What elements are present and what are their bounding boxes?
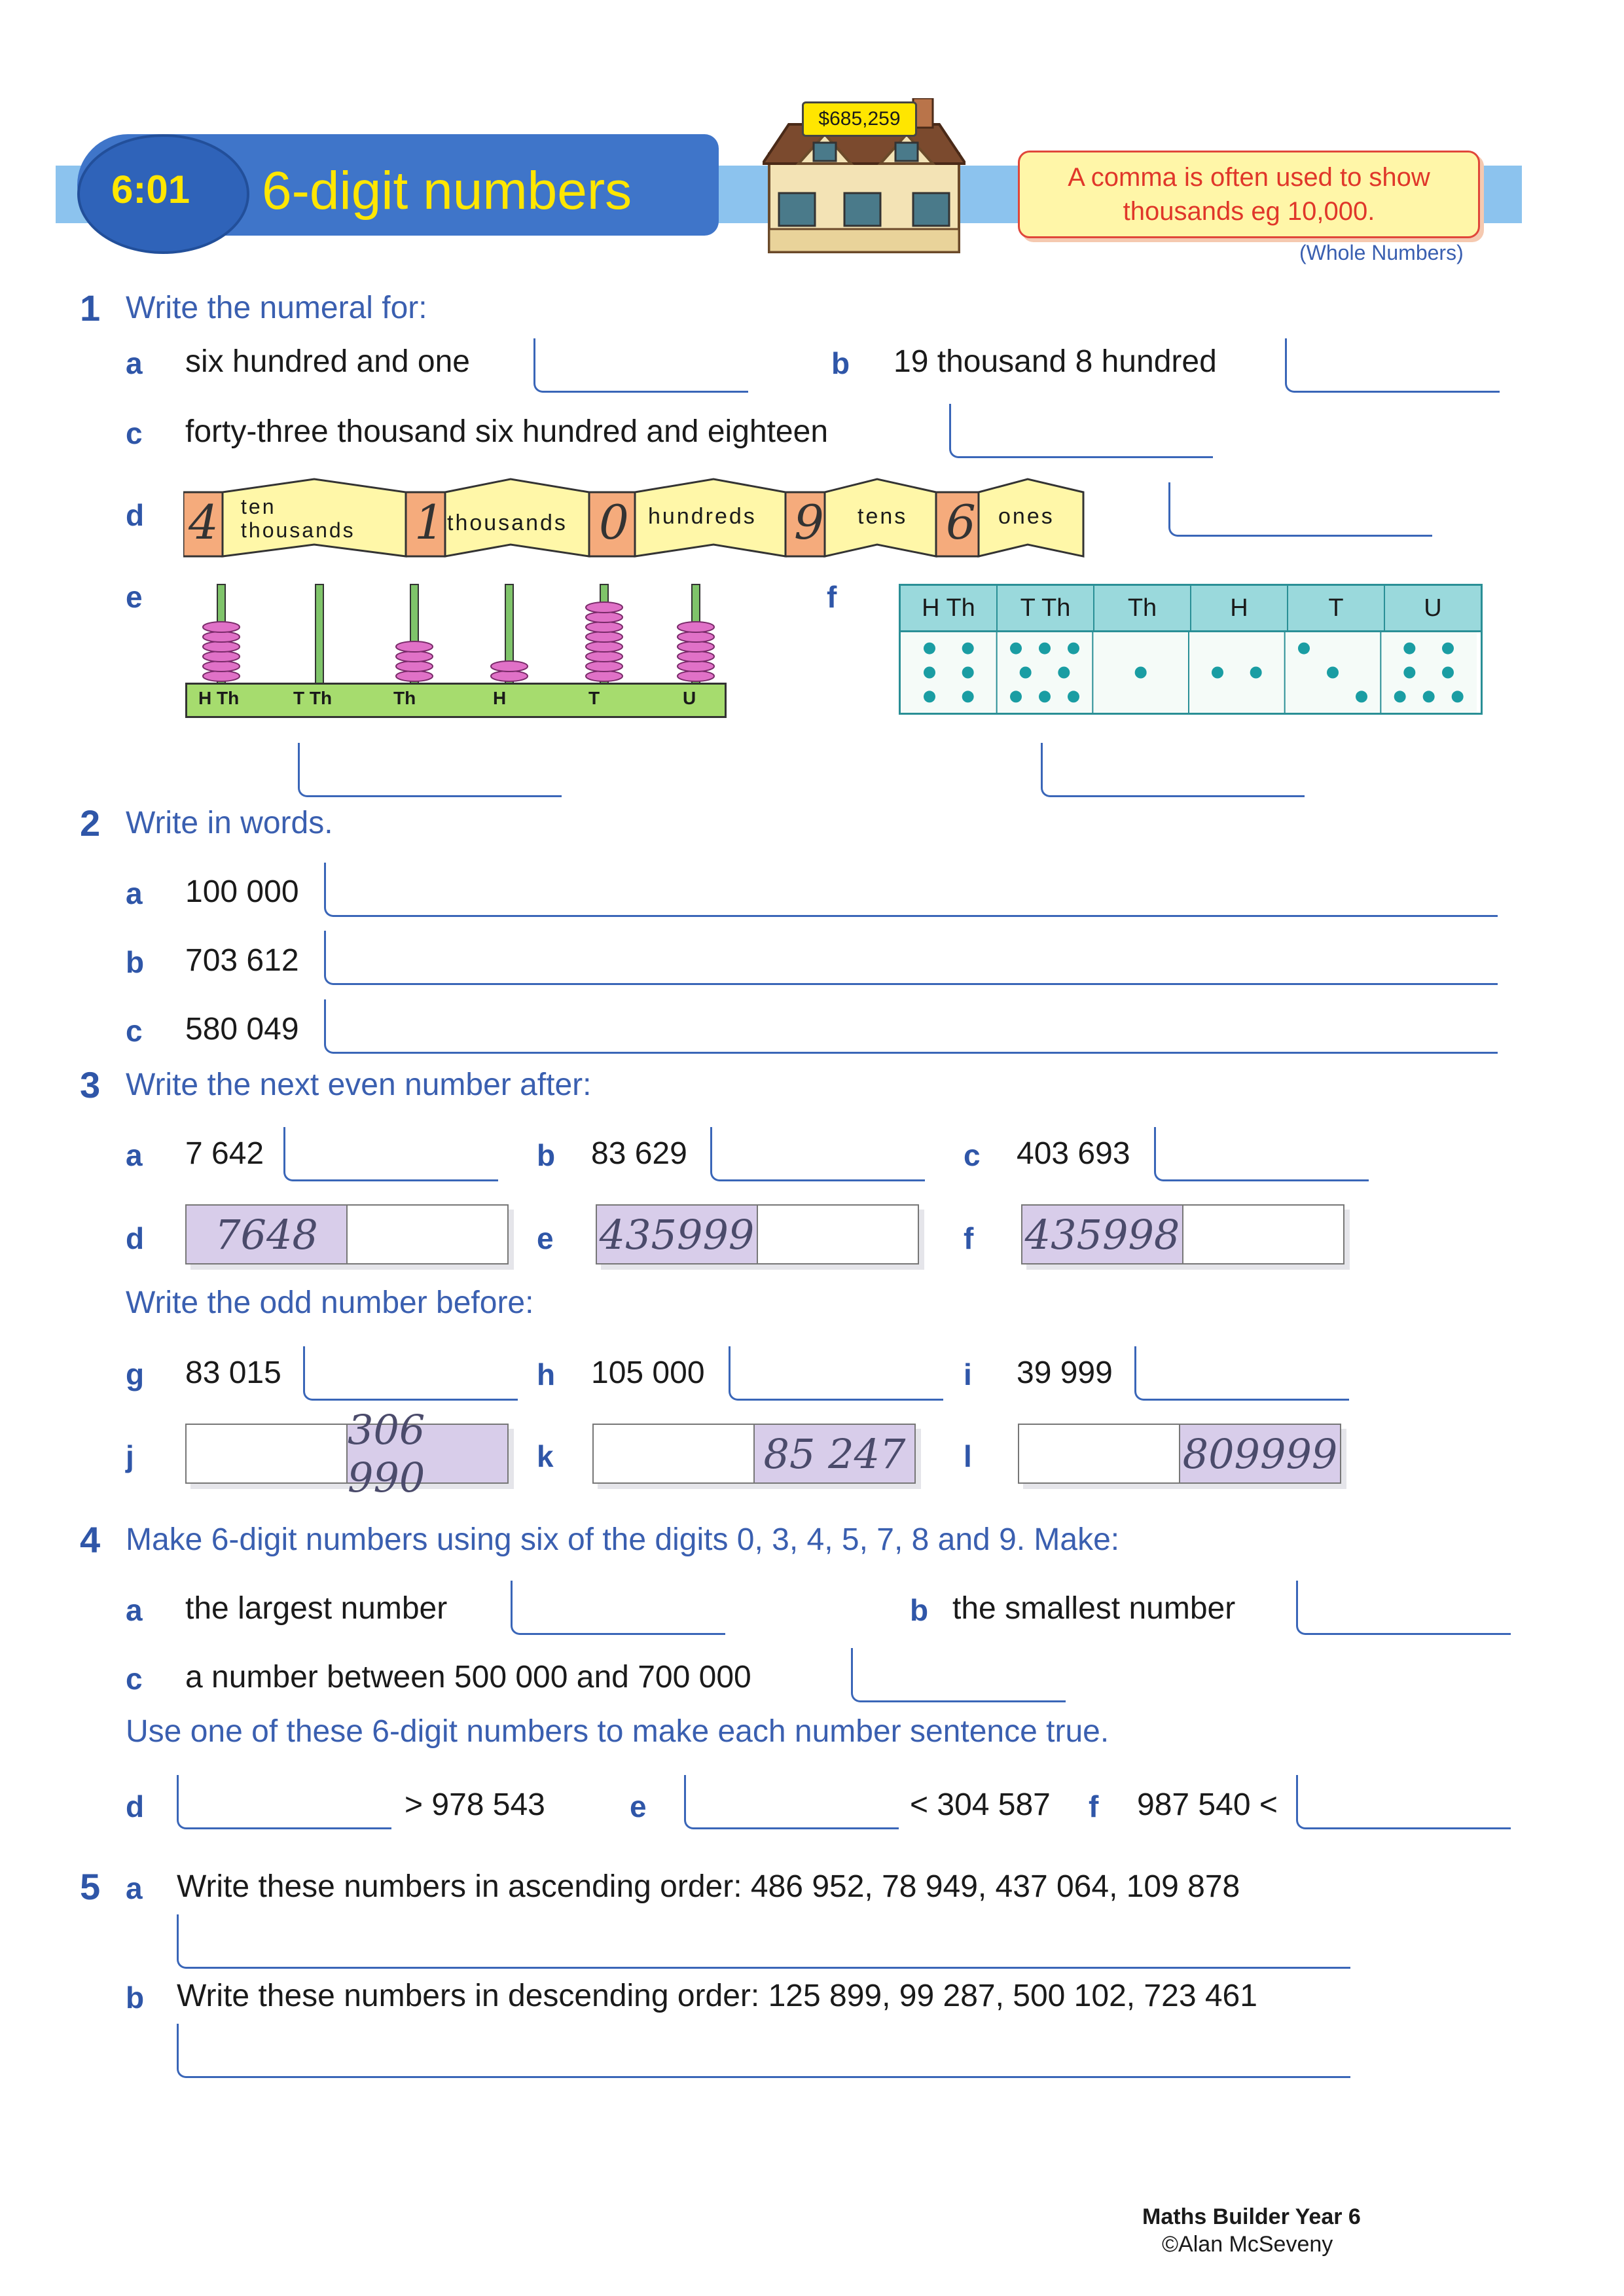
- q4b-label: b: [910, 1593, 929, 1627]
- q3i-answer[interactable]: [1134, 1346, 1349, 1401]
- q1f-answer[interactable]: [1041, 743, 1305, 797]
- abacus-bead: [203, 661, 240, 672]
- q4d-answer[interactable]: [177, 1775, 391, 1829]
- dot-table-dot: [924, 643, 935, 655]
- q3j-given: 306 990: [346, 1425, 507, 1482]
- q3c-label: c: [964, 1138, 981, 1172]
- abacus-bead: [203, 622, 240, 632]
- q3h-label: h: [537, 1357, 556, 1391]
- abacus-bead: [203, 651, 240, 662]
- question-4-instruction: Make 6-digit numbers using six of the digits 0, 3, 4, 5, 7, 8 and 9. Make:: [126, 1522, 1120, 1557]
- dot-table-dot: [1442, 667, 1454, 679]
- q1a-answer[interactable]: [533, 338, 748, 393]
- abacus-bead: [203, 641, 240, 652]
- abacus-col-6: U: [683, 688, 696, 708]
- dot-table-dot: [1058, 667, 1070, 679]
- q3a-answer[interactable]: [283, 1127, 498, 1181]
- pv-digit-4: 9: [794, 495, 824, 550]
- abacus-bead: [396, 661, 433, 672]
- q2c-answer[interactable]: [324, 999, 1498, 1054]
- abacus-bead: [677, 632, 714, 642]
- dot-table-dot: [1020, 667, 1032, 679]
- abacus-col-1: H Th: [198, 688, 240, 708]
- q3k-answer[interactable]: [594, 1425, 753, 1482]
- abacus-bead: [677, 641, 714, 652]
- dot-table-dot: [924, 667, 935, 679]
- pv-place-2: thousands: [447, 511, 568, 535]
- q4b-answer[interactable]: [1296, 1581, 1511, 1635]
- q1a-text: six hundred and one: [185, 344, 470, 379]
- price-tag: $685,259: [802, 101, 917, 137]
- q1d-label: d: [126, 498, 145, 532]
- question-1-number: 1: [80, 287, 101, 329]
- abacus-bead: [586, 671, 623, 681]
- q3i-value: 39 999: [1017, 1355, 1113, 1390]
- q4b-text: the smallest number: [952, 1591, 1236, 1626]
- q3c-value: 403 693: [1017, 1136, 1130, 1171]
- q4c-answer[interactable]: [851, 1648, 1066, 1702]
- q4a-text: the largest number: [185, 1591, 448, 1626]
- dot-table-dot: [1250, 667, 1262, 679]
- dot-table-dot: [1452, 691, 1464, 702]
- q3l-answer[interactable]: [1019, 1425, 1179, 1482]
- footer-copyright: ©Alan McSeveny: [1162, 2232, 1333, 2257]
- q2a-label: a: [126, 876, 143, 910]
- q4e-label: e: [630, 1789, 647, 1823]
- footer-book: Maths Builder Year 6: [1142, 2204, 1361, 2229]
- q3e-answer[interactable]: [757, 1206, 918, 1263]
- pv-place-1: ten thousands: [241, 495, 355, 542]
- q3j-label: j: [126, 1439, 134, 1473]
- abacus-bead: [396, 651, 433, 662]
- pv-digit-5: 6: [946, 495, 976, 550]
- q1b-answer[interactable]: [1285, 338, 1500, 393]
- abacus-bead: [586, 602, 623, 613]
- abacus-bead: [677, 661, 714, 672]
- q4a-answer[interactable]: [511, 1581, 725, 1635]
- q3b-value: 83 629: [591, 1136, 687, 1171]
- abacus-bead: [491, 661, 528, 672]
- q3g-label: g: [126, 1357, 145, 1391]
- q1c-label: c: [126, 416, 143, 450]
- q1e-label: e: [126, 580, 143, 614]
- q1a-label: a: [126, 346, 143, 380]
- dot-table-dot: [924, 691, 935, 702]
- q2c-value: 580 049: [185, 1012, 299, 1047]
- abacus-rod: [316, 584, 323, 684]
- dot-table-h6: U: [1424, 594, 1442, 622]
- tip-text: A comma is often used to show thousands eg 10,000.: [1068, 163, 1430, 226]
- dot-table-dot: [1423, 691, 1435, 702]
- abacus-bead: [586, 651, 623, 662]
- abacus-base: [185, 683, 727, 718]
- abacus-bead: [396, 671, 433, 681]
- dot-table-dot: [1068, 691, 1079, 702]
- question-1-instruction: Write the numeral for:: [126, 291, 427, 325]
- q3g-answer[interactable]: [303, 1346, 518, 1401]
- abacus-bead: [677, 622, 714, 632]
- q4f-text: 987 540 <: [1137, 1787, 1278, 1822]
- q3k-box: [592, 1424, 916, 1484]
- question-3-instruction-2: Write the odd number before:: [126, 1285, 534, 1320]
- dot-table-dot: [1068, 643, 1079, 655]
- q3f-box: [1021, 1204, 1344, 1265]
- q3i-label: i: [964, 1357, 972, 1391]
- pv-digit-2: 1: [414, 495, 444, 550]
- abacus-bead: [203, 632, 240, 642]
- q3b-label: b: [537, 1138, 556, 1172]
- q2b-value: 703 612: [185, 943, 299, 978]
- q4e-text: < 304 587: [910, 1787, 1051, 1822]
- dot-table-dot: [1010, 643, 1022, 655]
- dot-table-dot: [1039, 643, 1051, 655]
- q1d-answer[interactable]: [1168, 482, 1432, 537]
- q3j-answer[interactable]: [187, 1425, 346, 1482]
- q2b-answer[interactable]: [324, 931, 1498, 985]
- q3h-value: 105 000: [591, 1355, 705, 1390]
- abacus-beads: [185, 579, 725, 684]
- pv-digit-3: 0: [599, 495, 629, 550]
- q3e-box: [596, 1204, 919, 1265]
- dot-table-dot: [962, 667, 974, 679]
- q3k-given: 85 247: [753, 1425, 914, 1482]
- q3h-answer[interactable]: [729, 1346, 943, 1401]
- q4c-label: c: [126, 1662, 143, 1696]
- q3f-given: 435998: [1022, 1206, 1182, 1263]
- abacus-bead: [586, 622, 623, 632]
- q5a-text: Write these numbers in ascending order: 486 952, 78 949, 437 064, 109 878: [177, 1869, 1240, 1904]
- abacus-bead: [586, 632, 623, 642]
- lesson-code: 6:01: [111, 168, 190, 211]
- abacus-col-3: Th: [393, 688, 416, 708]
- dot-table-h2: T Th: [998, 586, 1094, 630]
- abacus-bead: [396, 641, 433, 652]
- question-4-instruction-2: Use one of these 6-digit numbers to make each number sentence true.: [126, 1714, 1110, 1749]
- q3a-value: 7 642: [185, 1136, 264, 1171]
- q1c-text: forty-three thousand six hundred and eighteen: [185, 414, 829, 449]
- category-label: (Whole Numbers): [1299, 241, 1464, 264]
- q3j-box: [185, 1406, 509, 1501]
- abacus-col-2: T Th: [293, 688, 333, 708]
- question-3-number: 3: [80, 1064, 101, 1105]
- q3d-given: 7648: [187, 1206, 346, 1263]
- q2b-label: b: [126, 945, 145, 979]
- q4c-text: a number between 500 000 and 700 000: [185, 1660, 751, 1695]
- q5a-label: a: [126, 1871, 143, 1905]
- q3b-answer[interactable]: [710, 1127, 925, 1181]
- abacus-col-5: T: [588, 688, 600, 708]
- q2a-answer[interactable]: [324, 863, 1498, 917]
- dot-table: [899, 584, 1483, 715]
- q5a-answer[interactable]: [177, 1914, 1350, 1969]
- abacus-bead: [586, 661, 623, 672]
- q3f-label: f: [964, 1221, 974, 1255]
- question-5-number: 5: [80, 1866, 101, 1907]
- dot-table-dot: [1010, 691, 1022, 702]
- dot-table-h3: Th: [1094, 586, 1191, 630]
- q3l-given: 809999: [1179, 1425, 1340, 1482]
- abacus-bead: [677, 651, 714, 662]
- q3e-given: 435999: [597, 1206, 757, 1263]
- dot-table-dot: [1442, 643, 1454, 655]
- dot-table-h4: H: [1191, 586, 1288, 630]
- dot-table-dot: [1327, 667, 1339, 679]
- q3c-answer[interactable]: [1154, 1127, 1369, 1181]
- q4f-label: f: [1089, 1789, 1099, 1823]
- dot-table-h5: T: [1288, 586, 1385, 630]
- dot-table-dot: [1356, 691, 1367, 702]
- q3d-box: [185, 1204, 509, 1265]
- q1c-answer[interactable]: [949, 404, 1213, 458]
- q4a-label: a: [126, 1593, 143, 1627]
- q3l-label: l: [964, 1439, 972, 1473]
- q1b-label: b: [831, 346, 850, 380]
- question-2-instruction: Write in words.: [126, 806, 333, 840]
- abacus-bead: [586, 641, 623, 652]
- abacus-col-4: H: [493, 688, 507, 708]
- abacus-bead: [491, 671, 528, 681]
- q3l-box: [1018, 1424, 1341, 1484]
- pv-place-3: hundreds: [648, 504, 757, 529]
- q3k-label: k: [537, 1439, 554, 1473]
- question-4-number: 4: [80, 1519, 101, 1560]
- q3f-answer[interactable]: [1182, 1206, 1343, 1263]
- q3e-label: e: [537, 1221, 554, 1255]
- q5b-answer[interactable]: [177, 2024, 1350, 2078]
- q1e-answer[interactable]: [298, 743, 562, 797]
- abacus-bead: [203, 671, 240, 681]
- dot-table-dot: [962, 643, 974, 655]
- q3d-label: d: [126, 1221, 145, 1255]
- dot-table-dots: [901, 632, 1477, 713]
- dot-table-dot: [1403, 643, 1415, 655]
- place-value-strip: [183, 471, 1087, 560]
- pv-place-5: ones: [998, 504, 1055, 529]
- abacus: [185, 579, 725, 717]
- q2c-label: c: [126, 1014, 143, 1048]
- dot-table-dot: [962, 691, 974, 702]
- pv-place-4: tens: [857, 504, 908, 529]
- dot-table-dot: [1039, 691, 1051, 702]
- q4d-label: d: [126, 1789, 145, 1823]
- abacus-bead: [586, 612, 623, 622]
- page-title: 6-digit numbers: [262, 161, 632, 221]
- dot-table-dot: [1403, 667, 1415, 679]
- pv-digit-1: 4: [189, 495, 219, 550]
- q4d-text: > 978 543: [405, 1787, 545, 1822]
- question-2-number: 2: [80, 802, 101, 844]
- dot-table-h1: H Th: [901, 586, 998, 630]
- q3a-label: a: [126, 1138, 143, 1172]
- q3d-answer[interactable]: [346, 1206, 507, 1263]
- question-3-instruction: Write the next even number after:: [126, 1067, 592, 1102]
- dot-table-dot: [1394, 691, 1406, 702]
- q1f-label: f: [827, 580, 837, 614]
- abacus-bead: [677, 671, 714, 681]
- dot-table-dot: [1135, 667, 1147, 679]
- dot-table-dot: [1212, 667, 1223, 679]
- q4e-answer[interactable]: [684, 1775, 899, 1829]
- q5b-text: Write these numbers in descending order: 125 899, 99 287, 500 102, 723 461: [177, 1979, 1257, 2013]
- q4f-answer[interactable]: [1296, 1775, 1511, 1829]
- q3g-value: 83 015: [185, 1355, 281, 1390]
- tip-box: [1018, 151, 1480, 238]
- dot-table-dot: [1298, 643, 1310, 655]
- q1b-text: 19 thousand 8 hundred: [893, 344, 1217, 379]
- q5b-label: b: [126, 1981, 145, 2015]
- q2a-value: 100 000: [185, 874, 299, 909]
